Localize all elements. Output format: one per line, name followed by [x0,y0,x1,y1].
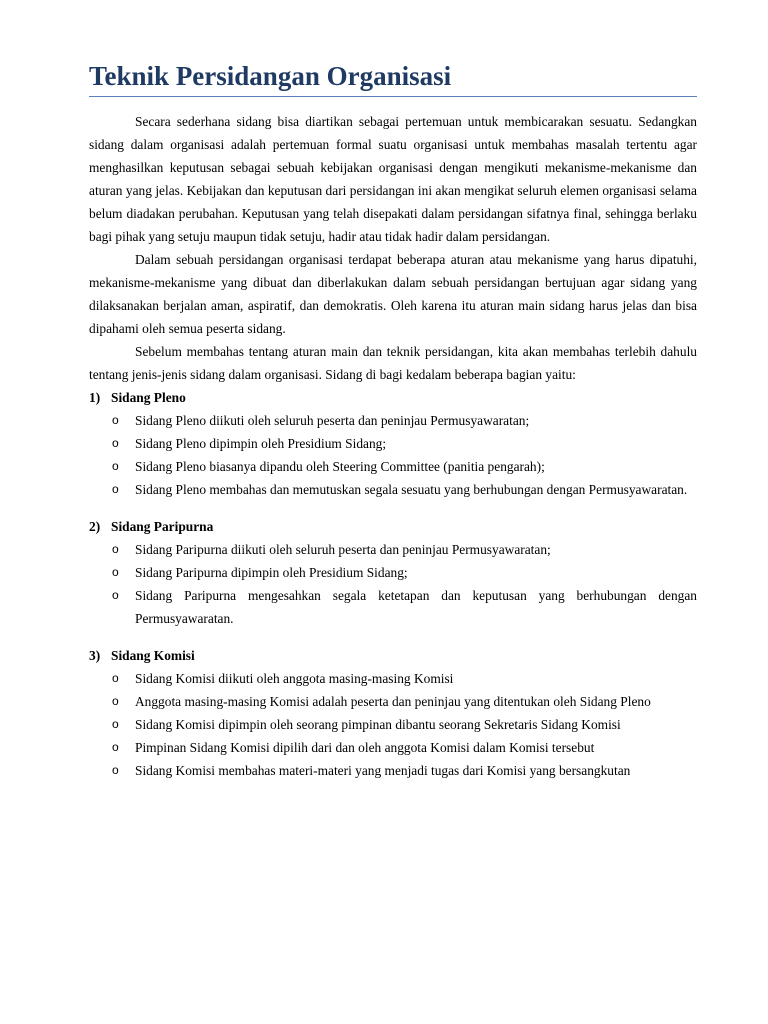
list-item [89,667,697,690]
list-item-text: Sidang Pleno dipimpin oleh Presidium Sidang; [135,436,387,451]
list-item-text: Sidang Pleno biasanya dipandu oleh Steering Committee (panitia pengarah); [135,459,545,474]
list-item-text: Sidang Paripurna diikuti oleh seluruh peserta dan peninjau Permusyawaratan; [135,542,551,557]
list-item [89,432,697,455]
paragraph-types: Sebelum membahas tentang aturan main dan teknik persidangan, kita akan membahas terlebih dahulu tentang jenis-jenis sidang dalam organisasi. Sidang di bagi kedalam beberapa bagian yaitu: [89,344,697,382]
list-item [89,759,697,782]
bullet-list [89,409,697,501]
bullet-icon: o [112,588,119,602]
list-item [89,409,697,432]
list-item-text: Sidang Pleno diikuti oleh seluruh peserta dan peninjau Permusyawaratan; [135,413,530,428]
list-item [89,690,697,713]
list-item [89,584,697,630]
list-item-text: Anggota masing-masing Komisi adalah peserta dan peninjau yang ditentukan oleh Sidang Pleno [135,694,651,709]
list-item [89,478,697,501]
document-body [89,110,697,782]
bullet-icon: o [112,565,119,579]
paragraph-intro: Secara sederhana sidang bisa diartikan sebagai pertemuan untuk membicarakan sesuatu. Sedangkan sidang dalam organisasi adalah pertemuan formal suatu organisasi untuk membahas masalah tertentu agar menghasilkan keputusan sebagai sebuah kebijakan organisasi dengan mengikuti mekanisme-mekanisme dan aturan yang jelas. Kebijakan dan keputusan dari persidangan ini akan mengikat seluruh elemen organisasi selama belum diadakan perubahan. Keputusan yang telah disepakati dalam persidangan sifatnya final, sehingga berlaku bagi pihak yang setuju maupun tidak setuju, hadir atau tidak hadir dalam persidangan. [89,114,697,244]
section-heading [89,386,697,409]
paragraph-rules: Dalam sebuah persidangan organisasi terdapat beberapa aturan atau mekanisme yang harus dipatuhi, mekanisme-mekanisme yang dibuat dan diberlakukan dalam sebuah persidangan bertujuan agar sidang yang dilaksanakan berjalan aman, aspiratif, dan demokratis. Oleh karena itu aturan main sidang harus jelas dan bisa dipahami oleh semua peserta sidang. [89,252,697,336]
bullet-icon: o [112,717,119,731]
bullet-icon: o [112,694,119,708]
bullet-icon: o [112,740,119,754]
list-item-text: Sidang Pleno membahas dan memutuskan segala sesuatu yang berhubungan dengan Permusyawaratan. [135,482,688,497]
list-item-text: Pimpinan Sidang Komisi dipilih dari dan oleh anggota Komisi dalam Komisi tersebut [135,740,595,755]
section-title: Sidang Paripurna [111,519,214,534]
bullet-icon: o [112,413,119,427]
section-title: Sidang Komisi [111,648,195,663]
bullet-list [89,538,697,630]
section-heading [89,644,697,667]
bullet-icon: o [112,436,119,450]
section-number: 3) [89,648,101,663]
list-item [89,561,697,584]
list-item-text: Sidang Komisi membahas materi-materi yang menjadi tugas dari Komisi yang bersangkutan [135,763,631,778]
bullet-icon: o [112,763,119,777]
list-item [89,736,697,759]
list-item-text: Sidang Paripurna mengesahkan segala ketetapan dan keputusan yang berhubungan dengan Permusyawaratan. [135,588,697,626]
section-sidang-pleno [89,386,697,501]
list-item-text: Sidang Komisi dipimpin oleh seorang pimpinan dibantu seorang Sekretaris Sidang Komisi [135,717,621,732]
document-page [89,58,697,782]
section-title: Sidang Pleno [111,390,186,405]
bullet-list [89,667,697,782]
list-item [89,455,697,478]
page-title: Teknik Persidangan Organisasi [89,58,697,97]
section-number: 2) [89,519,101,534]
bullet-icon: o [112,459,119,473]
list-item-text: Sidang Komisi diikuti oleh anggota masing-masing Komisi [135,671,454,686]
bullet-icon: o [112,542,119,556]
section-sidang-komisi [89,644,697,782]
bullet-icon: o [112,671,119,685]
bullet-icon: o [112,482,119,496]
section-number: 1) [89,390,101,405]
section-heading [89,515,697,538]
list-item [89,538,697,561]
section-sidang-paripurna [89,515,697,630]
list-item [89,713,697,736]
list-item-text: Sidang Paripurna dipimpin oleh Presidium Sidang; [135,565,408,580]
